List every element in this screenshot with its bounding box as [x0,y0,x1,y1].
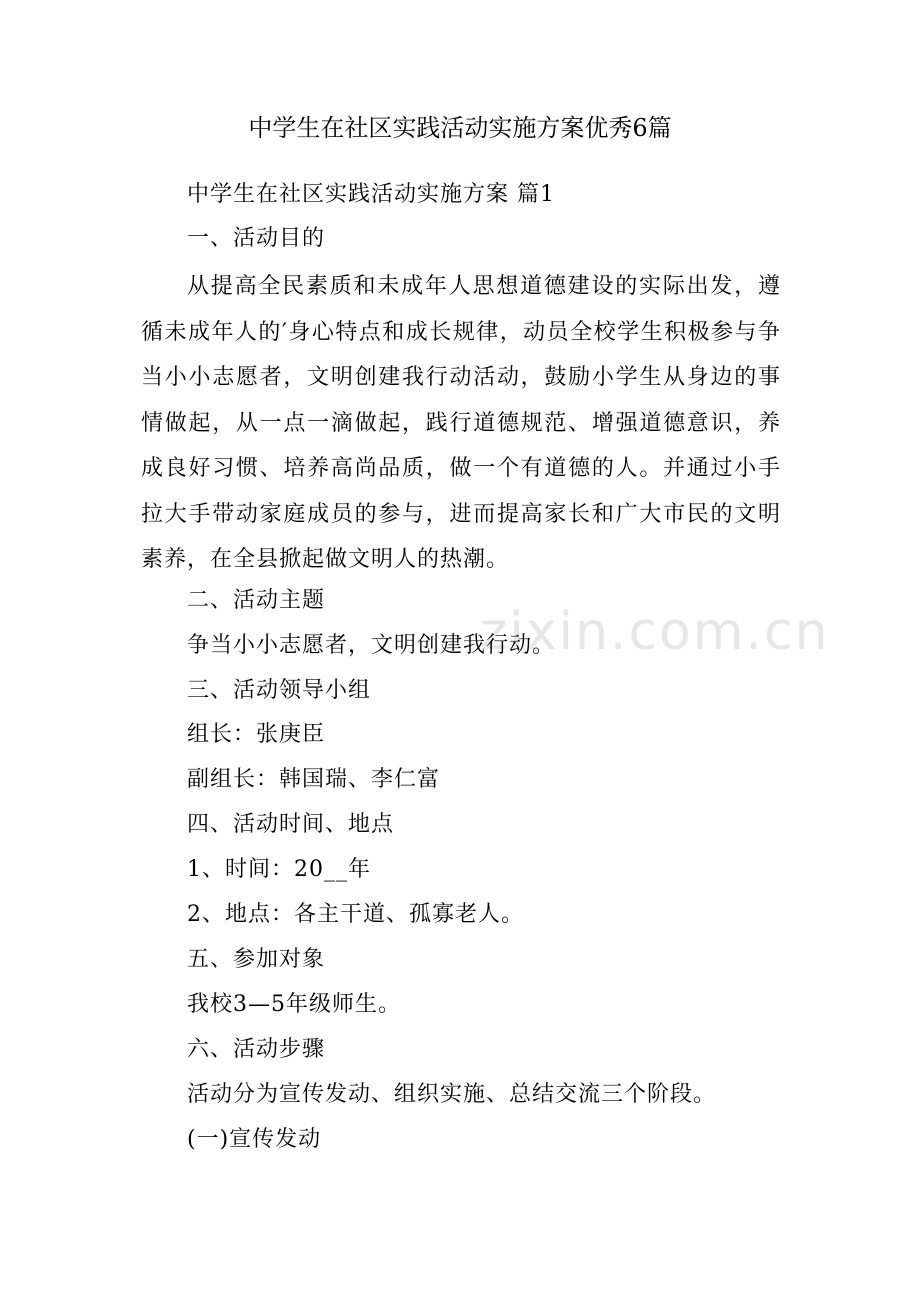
deputy-leader-line: 副组长：韩国瑞、李仁富 [187,767,441,792]
watermark: zixin.com.cn [480,602,830,662]
leader-line: 组长：张庚臣 [187,722,326,747]
place-line: 2、地点：各主干道、孤寡老人。 [187,902,524,927]
section2-heading: 二、活动主题 [187,588,326,613]
subtitle: 中学生在社区实践活动实施方案 篇1 [187,182,555,207]
time-line: 1、时间：20__年 [187,857,371,882]
stage1-heading: (一)宣传发动 [187,1127,322,1152]
section4-heading: 四、活动时间、地点 [187,812,395,837]
section1-heading: 一、活动目的 [187,226,326,251]
steps-line: 活动分为宣传发动、组织实施、总结交流三个阶段。 [187,1082,717,1107]
section5-heading: 五、参加对象 [187,947,326,972]
section2-text: 争当小小志愿者，文明创建我行动。 [187,633,556,658]
section3-heading: 三、活动领导小组 [187,678,372,703]
section6-heading: 六、活动步骤 [187,1037,326,1062]
document-title: 中学生在社区实践活动实施方案优秀6篇 [248,114,672,142]
participants-line: 我校3—5年级师生。 [187,992,401,1017]
section1-paragraph: 从提高全民素质和未成年人思想道德建设的实际出发，遵循未成年人的′身心特点和成长规律，动员全校学生积极参与争当小小志愿者，文明创建我行动活动，鼓励小学生从身边的事情做起，从一点一滴做起，践行道德规范、增强道德意识，养成良好习惯、培养高尚品质，做一个有道德的人。并通过小手拉大手带动家庭成员的参与，进而提高家长和广大市民的文明素养，在全县掀起做文明人的热潮。 [141,274,781,572]
